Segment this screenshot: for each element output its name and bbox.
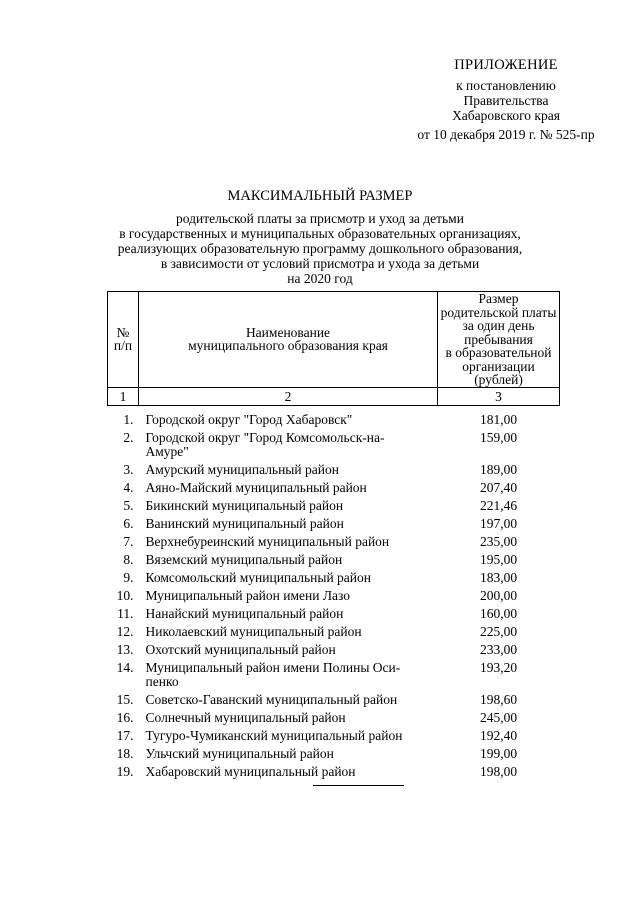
municipality-name-line: Аяно-Майский муниципальный район xyxy=(145,479,367,495)
municipality-name xyxy=(139,499,438,517)
document-heading xyxy=(100,189,540,286)
municipality-name-line: Николаевский муниципальный район xyxy=(145,623,362,639)
fee-value: 221,46 xyxy=(479,497,518,513)
row-number: 11. xyxy=(117,605,134,621)
municipality-name-line: Бикинский муниципальный район xyxy=(145,497,344,513)
row-number: 13. xyxy=(116,641,134,657)
municipality-name-line: Ульчский муниципальный район xyxy=(145,745,334,761)
fee-value: 207,40 xyxy=(479,479,518,495)
municipality-name xyxy=(139,463,438,481)
fee-value: 233,00 xyxy=(479,641,518,657)
table-row xyxy=(108,517,560,535)
column-number: 1 xyxy=(108,387,139,405)
table-row xyxy=(108,643,560,661)
municipality-name-line: Муниципальный район имени Лазо xyxy=(145,587,350,603)
municipality-name-line: Хабаровский муниципальный район xyxy=(145,763,356,779)
table-row xyxy=(108,481,560,499)
municipality-name xyxy=(139,729,438,747)
header-municipality xyxy=(139,292,438,388)
municipality-name-line: Нанайский муниципальный район xyxy=(145,605,344,621)
table-row xyxy=(108,607,560,625)
row-number: 18. xyxy=(116,745,134,761)
header-municipality-line: Наименование xyxy=(245,324,331,340)
header-number-line: № xyxy=(116,324,130,340)
municipality-name-line: Городской округ "Город Хабаровск" xyxy=(145,411,353,427)
municipality-name-line: Ванинский муниципальный район xyxy=(145,515,344,531)
municipality-name xyxy=(139,405,438,431)
heading-line: в зависимости от условий присмотра и ухода за детьми xyxy=(160,256,480,271)
appendix-title: ПРИЛОЖЕНИЕ xyxy=(454,57,558,73)
municipality-name-line: Верхнебуреинский муниципальный район xyxy=(145,533,390,549)
fee-value: 198,00 xyxy=(479,763,518,779)
column-number: 2 xyxy=(139,387,438,405)
municipality-name-line: Вяземский муниципальный район xyxy=(145,551,343,567)
table-row xyxy=(108,693,560,711)
municipality-name xyxy=(139,571,438,589)
heading-line: родительской платы за присмотр и уход за детьми xyxy=(176,211,464,226)
appendix-line: Правительства xyxy=(463,93,549,108)
municipality-name-line: Амуре" xyxy=(145,443,189,459)
fee-table xyxy=(107,291,560,783)
appendix-line: Хабаровского края xyxy=(452,108,560,123)
municipality-name-line: Комсомольский муниципальный район xyxy=(145,569,371,585)
table-body xyxy=(108,405,560,783)
municipality-name-line: Охотский муниципальный район xyxy=(145,641,336,657)
row-number: 3. xyxy=(123,461,134,477)
municipality-name-line: Тугуро-Чумиканский муниципальный район xyxy=(145,727,403,743)
row-number: 17. xyxy=(116,727,134,743)
table-row xyxy=(108,571,560,589)
table-row xyxy=(108,765,560,783)
row-number: 2. xyxy=(123,429,134,445)
row-number: 16. xyxy=(116,709,134,725)
fee-value: 235,00 xyxy=(479,533,518,549)
header-fee-line: родительской платы xyxy=(440,304,557,320)
column-number: 3 xyxy=(438,387,560,405)
municipality-name xyxy=(139,535,438,553)
municipality-name xyxy=(139,693,438,711)
table-header-row xyxy=(108,292,560,388)
row-number: 6. xyxy=(123,515,134,531)
table-row xyxy=(108,729,560,747)
header-municipality-line: муниципального образования края xyxy=(188,338,388,354)
table-row xyxy=(108,711,560,729)
table-row xyxy=(108,499,560,517)
heading-line: в государственных и муниципальных образовательных организациях, xyxy=(119,226,521,241)
fee-value: 199,00 xyxy=(479,745,518,761)
header-fee-line: (рублей) xyxy=(474,372,523,387)
municipality-name xyxy=(139,553,438,571)
fee-value: 200,00 xyxy=(479,587,518,603)
appendix-line: к постановлению xyxy=(456,78,556,93)
header-fee-line: за один день пребывания xyxy=(462,318,535,347)
municipality-name xyxy=(139,589,438,607)
table-row xyxy=(108,431,560,463)
municipality-name-line: пенко xyxy=(145,673,179,689)
table-row xyxy=(108,625,560,643)
row-number: 7. xyxy=(123,533,134,549)
municipality-name xyxy=(139,517,438,535)
table-row xyxy=(108,405,560,431)
header-number xyxy=(108,292,139,388)
municipality-name-line: Городской округ "Город Комсомольск-на- xyxy=(145,429,385,445)
fee-table-container xyxy=(107,291,559,783)
municipality-name xyxy=(139,431,438,463)
row-number: 10. xyxy=(116,587,134,603)
municipality-name-line: Амурский муниципальный район xyxy=(145,461,339,477)
table-row xyxy=(108,535,560,553)
header-fee xyxy=(438,292,560,388)
fee-value: 198,60 xyxy=(479,691,518,707)
table-row xyxy=(108,747,560,765)
heading-line: реализующих образовательную программу дошкольного образования, xyxy=(117,241,523,256)
fee-value: 197,00 xyxy=(479,515,518,531)
fee-value: 193,20 xyxy=(479,659,518,675)
row-number: 4. xyxy=(123,479,134,495)
municipality-name xyxy=(139,747,438,765)
municipality-name xyxy=(139,607,438,625)
row-number: 5. xyxy=(123,497,134,513)
municipality-name xyxy=(139,661,438,693)
municipality-name xyxy=(139,765,438,783)
fee-value: 195,00 xyxy=(479,551,518,567)
end-divider xyxy=(313,785,404,786)
municipality-name xyxy=(139,481,438,499)
table-row xyxy=(108,463,560,481)
fee-value: 245,00 xyxy=(479,709,518,725)
table-row xyxy=(108,589,560,607)
decree-line: от 10 декабря 2019 г. № 525-пр xyxy=(417,127,595,142)
header-fee-line: в образовательной xyxy=(445,345,552,360)
fee-value: 225,00 xyxy=(479,623,518,639)
row-number: 14. xyxy=(116,659,134,675)
municipality-name xyxy=(139,711,438,729)
table-row xyxy=(108,661,560,693)
municipality-name-line: Муниципальный район имени Полины Оси- xyxy=(145,659,401,675)
fee-value: 192,40 xyxy=(479,727,518,743)
municipality-name xyxy=(139,643,438,661)
column-number-row xyxy=(108,387,560,405)
row-number: 8. xyxy=(123,551,134,567)
row-number: 12. xyxy=(116,623,134,639)
header-fee-line: Размер xyxy=(478,291,519,306)
header-fee-line: организации xyxy=(462,358,535,374)
fee-value: 159,00 xyxy=(479,429,518,445)
fee-value: 160,00 xyxy=(479,605,518,621)
appendix-block xyxy=(386,58,626,142)
row-number: 19. xyxy=(116,763,134,779)
row-number: 9. xyxy=(123,569,134,585)
municipality-name xyxy=(139,625,438,643)
fee-value: 183,00 xyxy=(479,569,518,585)
fee-value: 181,00 xyxy=(479,411,518,427)
row-number: 1. xyxy=(123,411,134,427)
municipality-name-line: Солнечный муниципальный район xyxy=(145,709,346,725)
municipality-name-line: Советско-Гаванский муниципальный район xyxy=(145,691,398,707)
table-row xyxy=(108,553,560,571)
header-number-line: п/п xyxy=(113,338,133,354)
heading-line: на 2020 год xyxy=(287,271,353,286)
row-number: 15. xyxy=(116,691,134,707)
fee-value: 189,00 xyxy=(479,461,518,477)
heading-title: МАКСИМАЛЬНЫЙ РАЗМЕР xyxy=(227,188,413,204)
